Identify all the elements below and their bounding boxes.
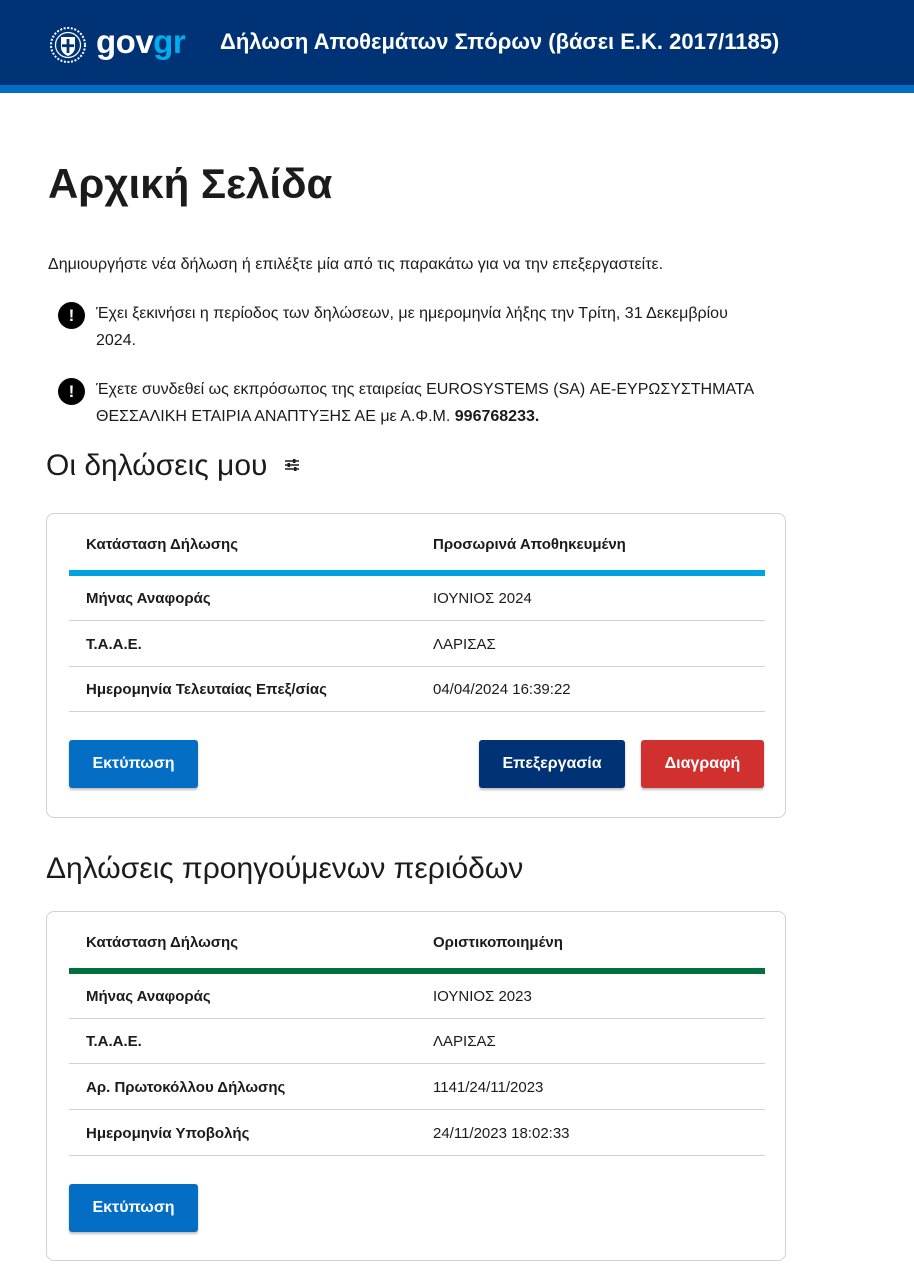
- row-label: Αρ. Πρωτοκόλλου Δήλωσης: [86, 1079, 286, 1096]
- row-value: 24/11/2023 18:02:33: [433, 1125, 570, 1142]
- notice-end: .: [534, 408, 540, 425]
- declaration-card-current: [46, 513, 786, 818]
- status-row: [69, 514, 765, 570]
- delete-button[interactable]: Διαγραφή: [641, 740, 764, 788]
- my-declarations-title-text: Οι δηλώσεις μου: [46, 449, 268, 482]
- print-button[interactable]: Εκτύπωση: [69, 740, 198, 788]
- exclamation-icon: !: [58, 302, 85, 329]
- table-row: [69, 622, 765, 667]
- row-value: ΙΟΥΝΙΟΣ 2024: [433, 590, 532, 607]
- notice-text-main: Έχετε συνδεθεί ως εκπρόσωπος της εταιρείας EUROSYSTEMS (SA) ΑΕ-ΕΥΡΩΣΥΣΤΗΜΑΤΑ ΘΕΣΣΑΛΙΚΗ ΕΤΑΙΡΙΑ ΑΝΑΠΤΥΞΗΣ ΑΕ με Α.Φ.Μ.: [96, 381, 754, 425]
- sliders-icon[interactable]: [284, 458, 300, 472]
- table-row: [69, 1111, 765, 1156]
- edit-button[interactable]: Επεξεργασία: [479, 740, 625, 788]
- row-label: Ημερομηνία Υποβολής: [86, 1125, 250, 1142]
- table-row: [69, 667, 765, 712]
- notice-text: [96, 376, 756, 430]
- greek-emblem-icon: [49, 26, 87, 64]
- header-stripe: [0, 85, 914, 93]
- my-declarations-title: [46, 447, 300, 485]
- declaration-card-previous: [46, 911, 786, 1261]
- table-row: [69, 576, 765, 621]
- row-label: Ημερομηνία Τελευταίας Επεξ/σίας: [86, 681, 327, 698]
- status-row: [69, 912, 765, 968]
- logo-gr-text: gr: [153, 23, 186, 60]
- table-row: [69, 1019, 765, 1064]
- print-button[interactable]: Εκτύπωση: [69, 1184, 198, 1232]
- site-header: [0, 0, 914, 85]
- row-label: Τ.Α.Α.Ε.: [86, 1033, 142, 1050]
- status-label: Κατάσταση Δήλωσης: [86, 934, 238, 951]
- row-value: 04/04/2024 16:39:22: [433, 681, 571, 698]
- row-label: Μήνας Αναφοράς: [86, 590, 211, 607]
- page-title: Αρχική Σελίδα: [48, 160, 333, 207]
- row-value: ΛΑΡΙΣΑΣ: [433, 1033, 496, 1050]
- notice-text: Έχει ξεκινήσει η περίοδος των δηλώσεων, με ημερομηνία λήξης την Τρίτη, 31 Δεκεμβρίου 2024.: [96, 305, 728, 349]
- afm-number: 996768233: [454, 408, 535, 425]
- app-title: Δήλωση Αποθεμάτων Σπόρων (βάσει Ε.Κ. 2017/1185): [220, 29, 780, 54]
- exclamation-icon: !: [58, 378, 85, 405]
- intro-text: Δημιουργήστε νέα δήλωση ή επιλέξτε μία από τις παρακάτω για να την επεξεργαστείτε.: [48, 256, 664, 273]
- logo-gov-text: gov: [96, 23, 154, 60]
- row-label: Μήνας Αναφοράς: [86, 988, 211, 1005]
- status-value: Οριστικοποιημένη: [433, 934, 563, 951]
- govgr-logo[interactable]: [96, 22, 185, 62]
- status-value: Προσωρινά Αποθηκευμένη: [433, 536, 626, 553]
- row-value: ΙΟΥΝΙΟΣ 2023: [433, 988, 532, 1005]
- row-value: ΛΑΡΙΣΑΣ: [433, 636, 496, 653]
- row-label: Τ.Α.Α.Ε.: [86, 636, 142, 653]
- previous-declarations-title: Δηλώσεις προηγούμενων περιόδων: [46, 852, 524, 885]
- table-row: [69, 974, 765, 1019]
- status-label: Κατάσταση Δήλωσης: [86, 536, 238, 553]
- table-row: [69, 1065, 765, 1110]
- row-value: 1141/24/11/2023: [433, 1079, 544, 1096]
